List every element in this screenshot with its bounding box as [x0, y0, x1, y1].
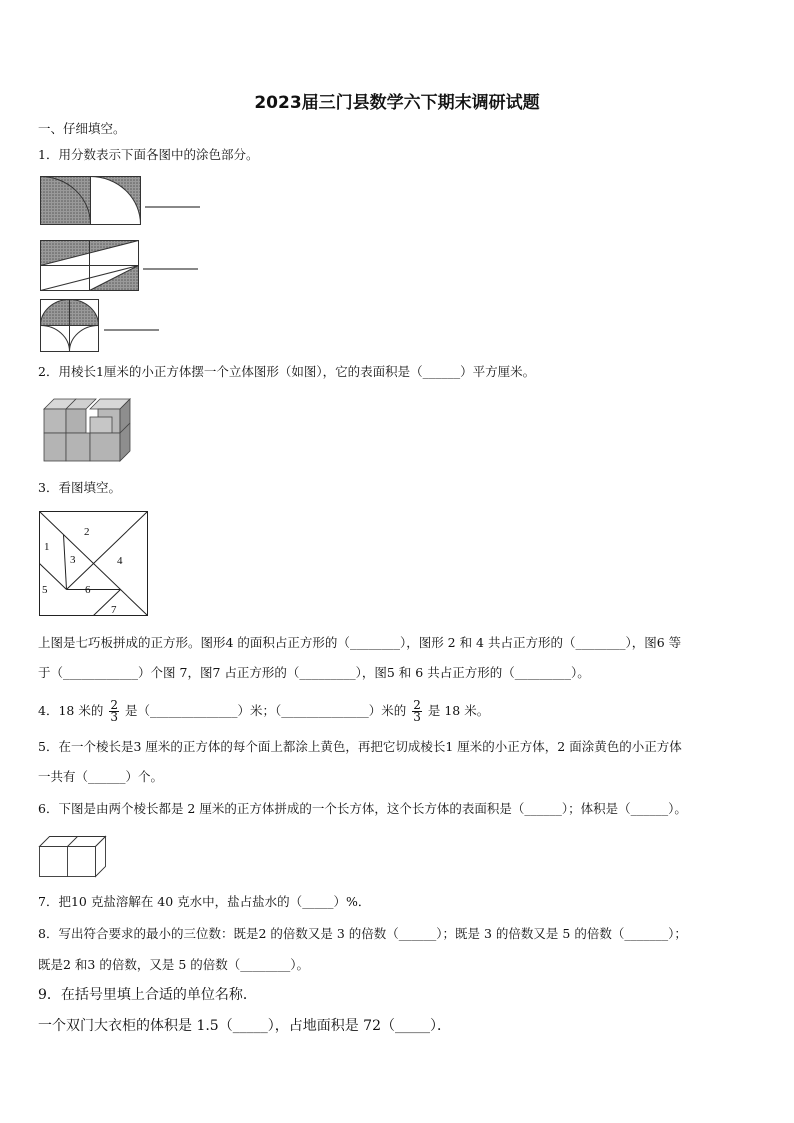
q3-tangram-square — [39, 511, 149, 617]
q3-blank-5[interactable]: _________ — [514, 665, 571, 680]
tangram-label-6: 6 — [85, 584, 91, 596]
q6-blank-1[interactable]: ______ — [524, 801, 562, 816]
tangram-label-3: 3 — [70, 554, 76, 566]
tangram-label-4: 4 — [117, 555, 123, 567]
question-3-text-line-2: 于（____________）个图 7，图7 占正方形的（_________），图5 和 6 共占正方形的（_________）。 — [38, 665, 590, 680]
question-9-content: 一个双门大衣柜的体积是 1.5（_____），占地面积是 72（_____）． — [38, 1018, 451, 1034]
section-heading: 一、仔细填空。 — [38, 121, 126, 136]
q3-blank-3[interactable]: ____________ — [63, 665, 139, 680]
q4-blank-2[interactable]: ______________ — [281, 703, 369, 718]
tangram-label-5: 5 — [42, 584, 48, 596]
q8-blank-1[interactable]: ______ — [398, 926, 437, 941]
question-8-line-1: 8．写出符合要求的最小的三位数：既是2 的倍数又是 3 的倍数（______）；既是 3 的倍数又是 5 的倍数（_______）； — [38, 926, 687, 941]
q5-blank[interactable]: ______ — [88, 769, 126, 784]
question-6: 6．下图是由两个棱长都是 2 厘米的正方体拼成的一个长方体，这个长方体的表面积是（______）；体积是（______）。 — [38, 801, 687, 816]
question-7: 7．把10 克盐溶解在 40 克水中，盐占盐水的（_____）%． — [38, 894, 371, 909]
question-5-line-2: 一共有（______）个。 — [38, 769, 164, 784]
q4-blank-1[interactable]: ______________ — [149, 703, 238, 718]
question-3: 3．看图填空。 — [38, 480, 121, 495]
q2-answer-blank[interactable]: ______ — [422, 364, 461, 379]
fraction-two-thirds: $\frac{2}{3}$ — [110, 698, 118, 724]
tangram-label-1: 1 — [44, 541, 50, 553]
question-4: 4．18 米的 $\frac{2}{3}$ 是（______________）米；（______________）米的 $\frac{2}{3}$ 是 18 米。 — [38, 698, 490, 724]
q1-figure-3 — [40, 299, 162, 353]
q8-blank-3[interactable]: ________ — [240, 957, 291, 972]
q6-cuboid-figure — [39, 836, 109, 878]
tangram-label-7: 7 — [111, 604, 117, 616]
q1-figure-1 — [40, 176, 202, 226]
question-9: 9．在括号里填上合适的单位名称． — [38, 987, 257, 1003]
question-2: 2．用棱长1厘米的小正方体摆一个立体图形（如图），它的表面积是（______）平方厘米。 — [38, 364, 536, 379]
q9-blank-1[interactable]: _____ — [232, 1018, 268, 1034]
q3-blank-4[interactable]: _________ — [299, 665, 356, 680]
question-1: 1．用分数表示下面各图中的涂色部分。 — [38, 147, 259, 162]
fraction-two-thirds-2: $\frac{2}{3}$ — [413, 698, 421, 724]
q9-blank-2[interactable]: _____ — [394, 1018, 430, 1034]
q7-blank[interactable]: _____ — [302, 894, 334, 909]
page-title: 2023届三门县数学六下期末调研试题 — [254, 93, 540, 113]
q3-blank-2[interactable]: ________ — [575, 635, 626, 650]
q1-figure-2 — [40, 240, 200, 292]
q3-blank-1[interactable]: ________ — [349, 635, 400, 650]
question-8-line-2: 既是2 和3 的倍数，又是 5 的倍数（________）。 — [38, 957, 310, 972]
tangram-label-2: 2 — [84, 526, 90, 538]
q6-blank-2[interactable]: ______ — [630, 801, 669, 816]
q8-blank-2[interactable]: _______ — [624, 926, 669, 941]
q2-cube-figure — [44, 395, 134, 465]
question-5-line-1: 5．在一个棱长是3 厘米的正方体的每个面上都涂上黄色，再把它切成棱长1 厘米的小正方体，2 面涂黄色的小正方体 — [38, 739, 682, 754]
question-3-text-line-1: 上图是七巧板拼成的正方形。图形4 的面积占正方形的（________），图形 2 和 4 共占正方形的（________），图6 等 — [38, 635, 682, 650]
